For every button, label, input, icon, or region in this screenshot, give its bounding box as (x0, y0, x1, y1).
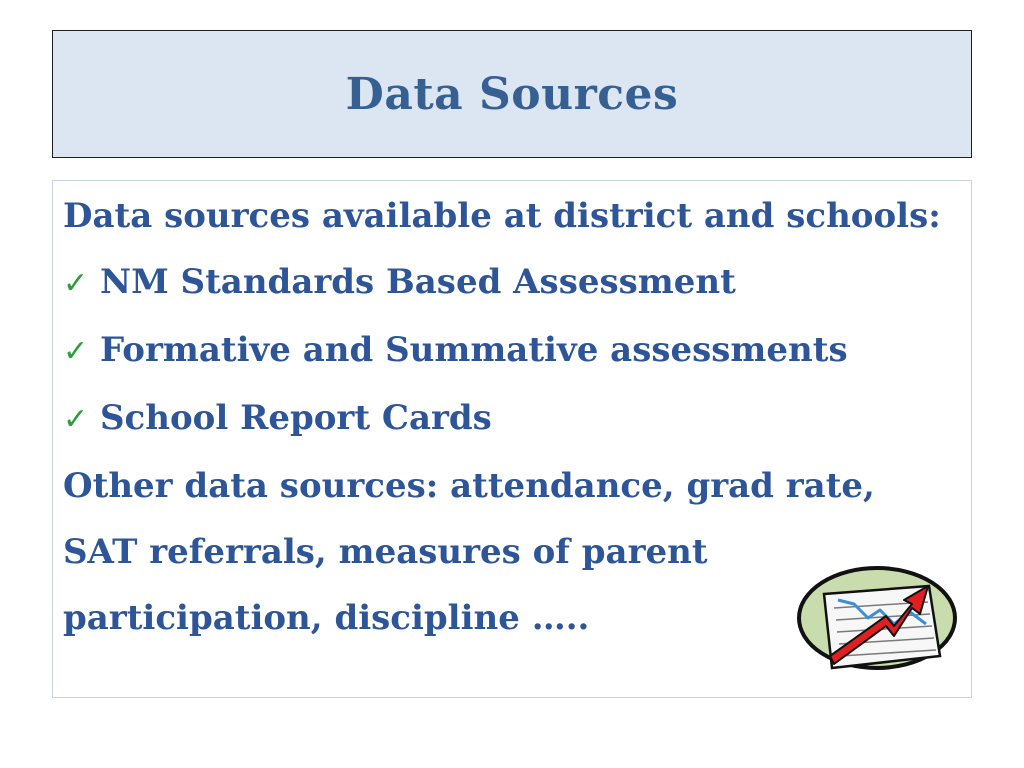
list-item (63, 257, 963, 309)
list-item-text: School Report Cards (100, 398, 492, 438)
page-title: Data Sources (345, 68, 679, 120)
other-sources-line-3: participation, discipline ….. (63, 598, 590, 638)
checkmark-icon: ✓ (63, 402, 89, 437)
intro-text: Data sources available at district and schools: (63, 196, 941, 236)
list-item-text: Formative and Summative assessments (100, 330, 848, 370)
title-box (52, 30, 972, 158)
other-sources-line-2: SAT referrals, measures of parent (63, 532, 708, 572)
list-item (63, 393, 963, 445)
list-item (63, 325, 963, 377)
content-box (52, 180, 972, 698)
checkmark-icon: ✓ (63, 334, 89, 369)
list-item-text: NM Standards Based Assessment (100, 262, 736, 302)
checkmark-icon: ✓ (63, 266, 89, 301)
rising-chart-icon (794, 564, 960, 676)
other-sources-line-1: Other data sources: attendance, grad rate, (63, 466, 875, 506)
